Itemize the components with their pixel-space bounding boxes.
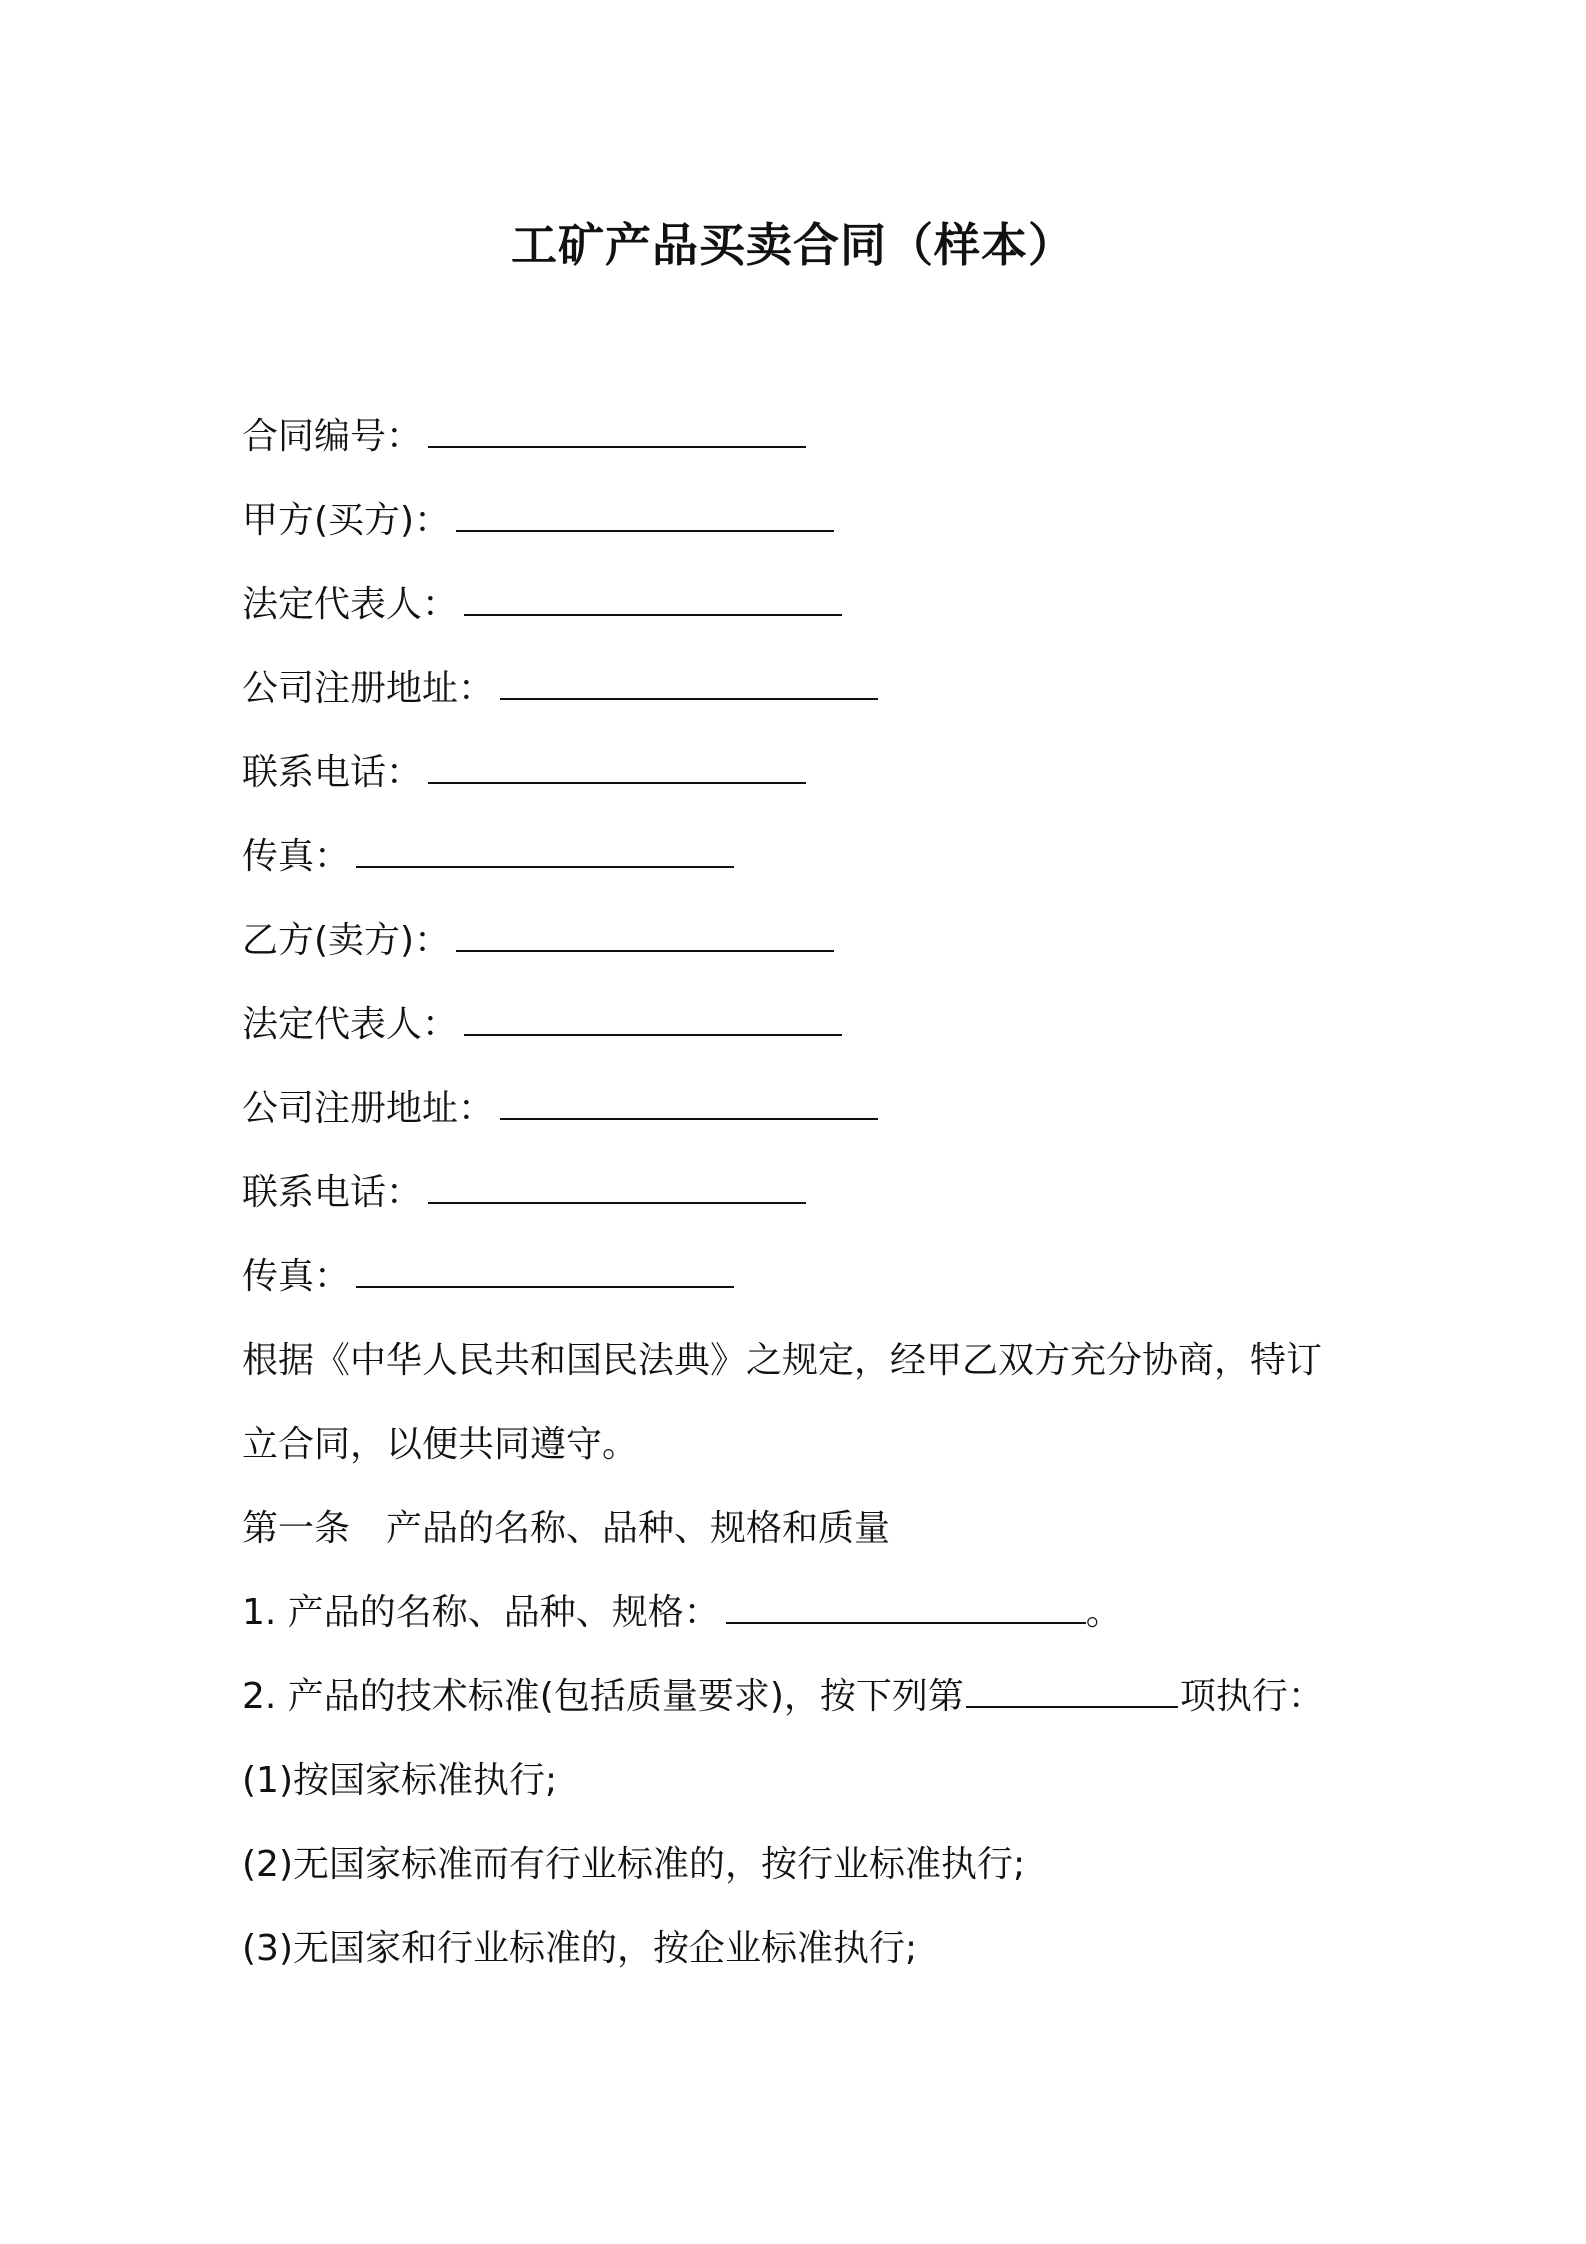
fill-in-blank[interactable] (464, 1030, 842, 1036)
field-label: 联系电话： (242, 1172, 423, 1213)
fill-in-blank[interactable] (428, 778, 806, 784)
field-party-b (242, 916, 834, 966)
field-label: 合同编号： (242, 416, 423, 457)
standard-option-3: (3)无国家和行业标准的，按企业标准执行; (242, 1928, 918, 1969)
fill-in-blank[interactable] (456, 946, 834, 952)
fill-in-blank[interactable] (464, 610, 842, 616)
fill-in-blank[interactable] (726, 1618, 1086, 1624)
field-party-a-phone (242, 748, 806, 798)
article-1-item-2 (242, 1672, 1324, 1722)
field-party-a (242, 496, 834, 546)
field-label: 传真： (242, 1256, 351, 1297)
preamble-line-2: 立合同，以便共同遵守。 (242, 1424, 639, 1465)
fill-in-blank[interactable] (428, 442, 806, 448)
field-label: 甲方(买方)： (242, 500, 451, 541)
fill-in-blank[interactable] (500, 694, 878, 700)
standard-option-2: (2)无国家标准而有行业标准的，按行业标准执行; (242, 1844, 1026, 1885)
preamble-line-1: 根据《中华人民共和国民法典》之规定，经甲乙双方充分协商，特订 (242, 1340, 1323, 1381)
item-end: 项执行： (1179, 1676, 1324, 1717)
field-party-b-address (242, 1084, 878, 1134)
fill-in-blank[interactable] (456, 526, 834, 532)
field-label: 传真： (242, 836, 351, 877)
item-text: 2. 产品的技术标准(包括质量要求)，按下列第 (242, 1676, 964, 1717)
field-party-b-legal-rep (242, 1000, 842, 1050)
field-label: 法定代表人： (242, 1004, 459, 1045)
article-1-heading: 第一条 产品的名称、品种、规格和质量 (242, 1508, 891, 1549)
field-party-a-address (242, 664, 878, 714)
item-end: 。 (1085, 1592, 1122, 1633)
fill-in-blank[interactable] (966, 1702, 1178, 1708)
fill-in-blank[interactable] (356, 862, 734, 868)
field-label: 公司注册地址： (242, 1088, 495, 1129)
contract-title: 工矿产品买卖合同（样本） (511, 218, 1075, 272)
field-party-a-fax (242, 832, 734, 882)
field-label: 联系电话： (242, 752, 423, 793)
field-label: 公司注册地址： (242, 668, 495, 709)
field-label: 乙方(卖方)： (242, 920, 451, 961)
field-party-a-legal-rep (242, 580, 842, 630)
fill-in-blank[interactable] (500, 1114, 878, 1120)
article-1-item-1 (242, 1588, 1122, 1638)
field-party-b-phone (242, 1168, 806, 1218)
field-label: 法定代表人： (242, 584, 459, 625)
field-party-b-fax (242, 1252, 734, 1302)
fill-in-blank[interactable] (356, 1282, 734, 1288)
field-contract-number (242, 412, 806, 462)
fill-in-blank[interactable] (428, 1198, 806, 1204)
item-text: 1. 产品的名称、品种、规格： (242, 1592, 720, 1633)
standard-option-1: (1)按国家标准执行; (242, 1760, 558, 1801)
